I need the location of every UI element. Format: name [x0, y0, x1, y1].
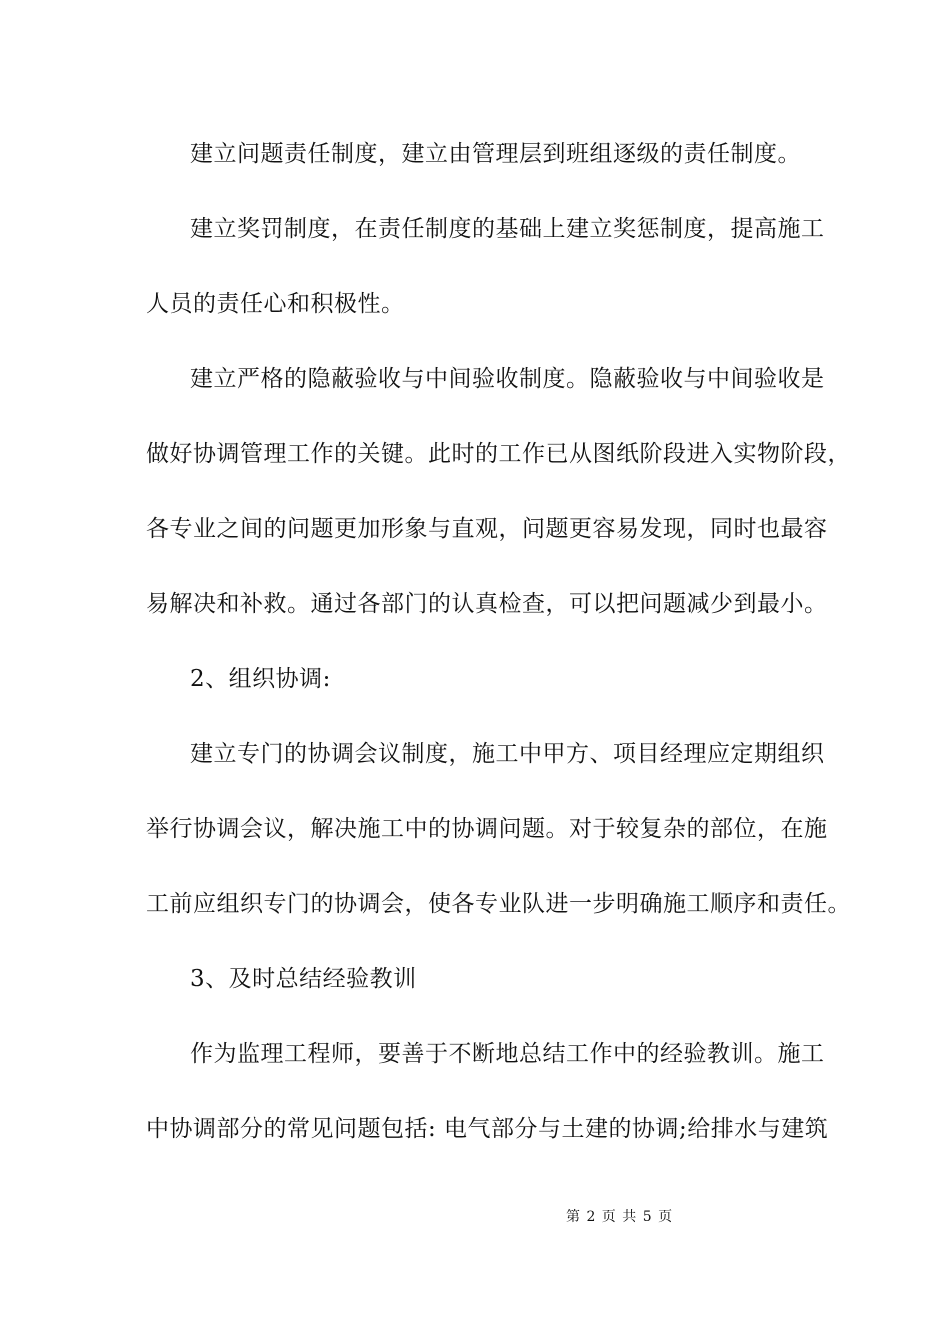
section-heading-organization: 2、组织协调:: [190, 666, 331, 692]
paragraph-inspection-line-3: 各专业之间的问题更加形象与直观，问题更容易发现，同时也最容: [146, 516, 828, 542]
paragraph-lessons-line-2: 中协调部分的常见问题包括: 电气部分与土建的协调;给排水与建筑: [146, 1116, 829, 1142]
section-heading-lessons: 3、及时总结经验教训: [190, 966, 417, 992]
page-number-footer: 第 2 页 共 5 页: [566, 1209, 674, 1225]
paragraph-inspection-line-1: 建立严格的隐蔽验收与中间验收制度。隐蔽验收与中间验收是: [190, 366, 825, 392]
paragraph-meeting-line-2: 举行协调会议，解决施工中的协调问题。对于较复杂的部位，在施: [146, 816, 828, 842]
paragraph-reward-punishment-line-2: 人员的责任心和积极性。: [146, 291, 405, 317]
paragraph-inspection-line-2: 做好协调管理工作的关键。此时的工作已从图纸阶段进入实物阶段，: [146, 441, 851, 467]
paragraph-reward-punishment-line-1: 建立奖罚制度，在责任制度的基础上建立奖惩制度，提高施工: [190, 216, 825, 242]
paragraph-inspection-line-4: 易解决和补救。通过各部门的认真检查，可以把问题减少到最小。: [146, 591, 828, 617]
paragraph-meeting-line-1: 建立专门的协调会议制度，施工中甲方、项目经理应定期组织: [190, 741, 825, 767]
paragraph-responsibility-system: 建立问题责任制度，建立由管理层到班组逐级的责任制度。: [190, 141, 801, 167]
paragraph-lessons-line-1: 作为监理工程师，要善于不断地总结工作中的经验教训。施工: [190, 1041, 825, 1067]
paragraph-meeting-line-3: 工前应组织专门的协调会，使各专业队进一步明确施工顺序和责任。: [146, 891, 851, 917]
